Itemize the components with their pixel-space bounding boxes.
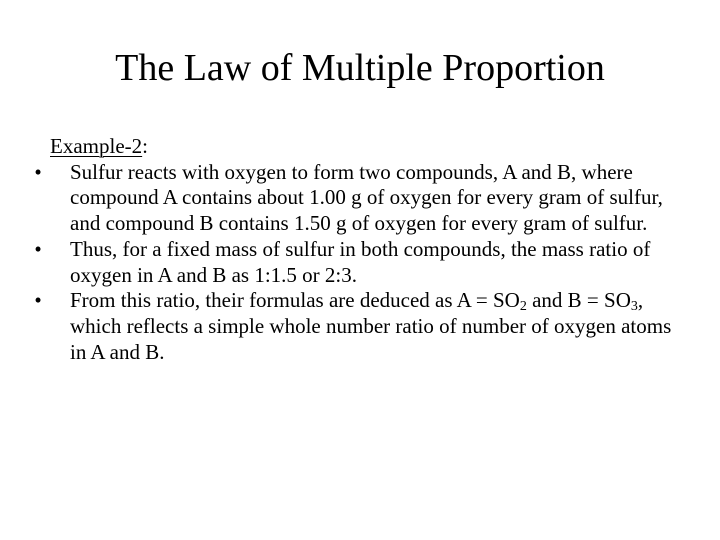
bullet-item-3: [28, 288, 690, 365]
bullet-icon: •: [34, 159, 42, 184]
bullet-item-2: [28, 237, 690, 288]
example-label: Example-2: [50, 134, 143, 158]
subscript-3: 3: [630, 299, 638, 315]
bullet-text-1: Sulfur reacts with oxygen to form two compounds, A and B, where compound A contains about 1.00 g of oxygen for every gram of sulfur, and compound B contains 1.50 g of oxygen for every gram of sulfur.: [70, 159, 663, 236]
slide-body: [28, 134, 690, 365]
subscript-2: 2: [519, 299, 527, 315]
example-colon: :: [142, 134, 148, 158]
bullet-item-1: [28, 160, 690, 237]
bullet-text-3: [70, 288, 671, 363]
example-heading: [28, 134, 690, 160]
formula-text-part-2: and B = SO: [526, 288, 631, 313]
bullet-icon: •: [34, 236, 42, 261]
slide-title: The Law of Multiple Proportion: [115, 47, 605, 89]
bullet-icon: •: [34, 288, 42, 313]
formula-text-part-1: From this ratio, their formulas are deduced as A = SO: [70, 288, 520, 313]
formula-text-part-3: , which reflects a simple whole number ratio of number of oxygen atoms in A and B.: [70, 288, 672, 364]
bullet-text-2: Thus, for a fixed mass of sulfur in both compounds, the mass ratio of oxygen in A and B as 1:1.5 or 2:3.: [70, 236, 651, 287]
